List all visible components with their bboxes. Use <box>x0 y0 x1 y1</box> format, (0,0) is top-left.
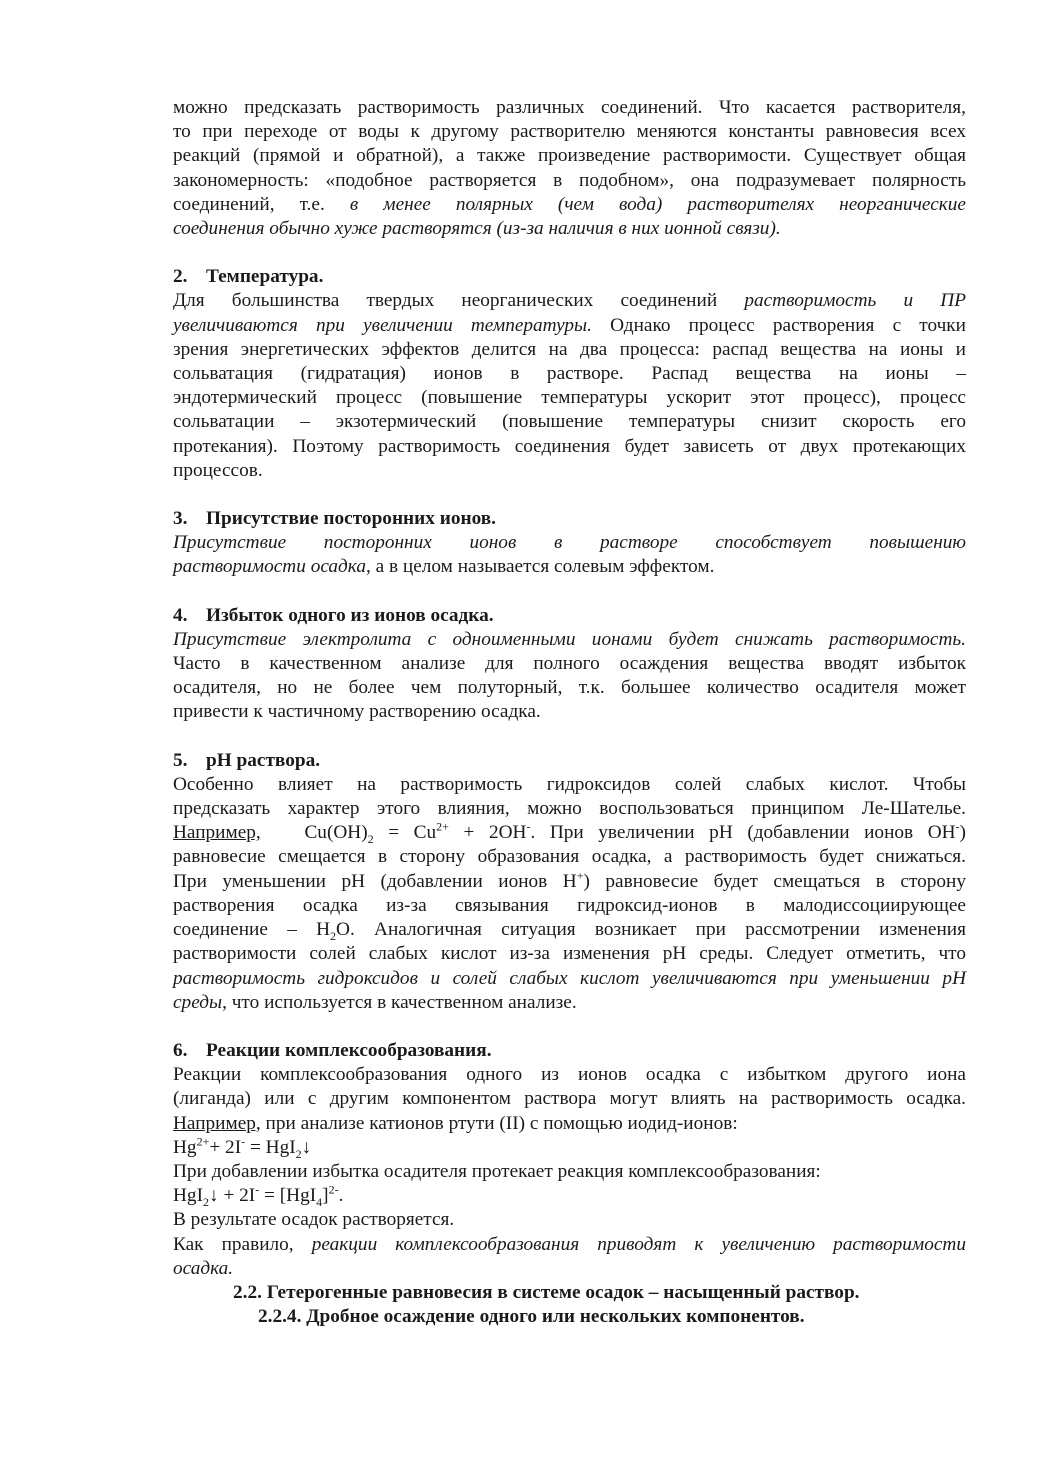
section-title: Температура. <box>206 266 324 288</box>
text-span: , а в целом называется солевым эффектом. <box>365 556 715 578</box>
section-title: Избыток одного из ионов осадка. <box>206 604 494 626</box>
italic-span: реакции комплексообразования приводят к увеличению растворимости <box>311 1233 966 1255</box>
italic-span: растворимость и ПР <box>744 290 966 312</box>
section-title: Присутствие посторонних ионов. <box>206 508 496 530</box>
text-line <box>173 1233 966 1257</box>
text-line: протекания). Поэтому растворимость соединения будет зависеть от двух протекающих <box>173 435 966 457</box>
text-line: зрения энергетических эффектов делится на два процесса: распад вещества на ионы и <box>173 338 966 360</box>
italic-span: растворимость гидроксидов и солей слабых кислот увеличиваются при уменьшении рН <box>173 967 966 989</box>
italic-span: увеличиваются при увеличении температуры. <box>173 314 592 336</box>
text-line: сольватации – экзотермический (повышение температуры снизит скорость его <box>173 411 966 433</box>
section-number: 2. <box>173 266 188 288</box>
section-number: 6. <box>173 1039 188 1061</box>
text-line <box>173 991 966 1015</box>
italic-span: в менее полярных (чем вода) растворителях неорганические <box>349 193 966 215</box>
text-line: Например, $Cu(OH)_2 = Cu^{2+} + 2OH^-$. При увеличении рН (добавлении ионов OH-) <box>173 819 966 847</box>
text-line: сольватация (гидратация) ионов в растворе. Распад вещества на ионы – <box>173 363 966 385</box>
document-page <box>173 96 966 1329</box>
subchapter-heading: 2.2.4. Дробное осаждение одного или нескольких компонентов. <box>258 1306 805 1328</box>
text-line: При добавлении избытка осадителя протекает реакция комплексообразования: <box>173 1160 821 1182</box>
text-line: предсказать характер этого влияния, можно воспользоваться принципом Ле-Шателье. <box>173 798 966 820</box>
section-number: 4. <box>173 604 188 626</box>
text-line: равновесие смещается в сторону образования осадка, а растворимость будет снижаться. <box>173 846 966 868</box>
text-line: процессов. <box>173 459 263 481</box>
text-span: , что используется в качественном анализе. <box>222 991 577 1013</box>
text-line: осадителя, но не более чем полуторный, т.к. большее количество осадителя может <box>173 677 966 699</box>
text-line: В результате осадок растворяется. <box>173 1209 455 1231</box>
section-title: рН раствора. <box>206 749 321 771</box>
section-heading <box>173 1039 966 1063</box>
section-heading <box>173 604 966 628</box>
text-line: Реакции комплексообразования одного из ионов осадка с избытком другого иона <box>173 1064 966 1086</box>
text-line <box>173 628 966 652</box>
text-span: Для большинства твердых неорганических соединений <box>173 290 745 312</box>
section-foreign-ions <box>173 507 966 580</box>
italic-span: осадка. <box>173 1257 234 1279</box>
section-heading <box>173 507 966 531</box>
section-title: Реакции комплексообразования. <box>206 1039 492 1061</box>
text-line: то при переходе от воды к другому растворителю меняются константы равновесия всех <box>173 121 966 143</box>
text-span: Как правило, <box>173 1233 312 1255</box>
formula: $Cu(OH)_2 = Cu^{2+} + 2OH^-$ <box>304 819 531 847</box>
text-line: растворения осадка из-за связывания гидроксид-ионов в малодиссоциирующее <box>173 894 966 916</box>
section-heading <box>173 265 966 289</box>
text-line: эндотермический процесс (повышение температуры ускорит этот процесс), процесс <box>173 387 966 409</box>
section-number: 5. <box>173 749 188 771</box>
reaction-line: HgI$_2$↓ + $2I^- = [HgI_4]^{2-}$. <box>173 1182 344 1209</box>
text-line: реакций (прямой и обратной), а также произведение растворимости. Существует общая <box>173 145 966 167</box>
text-line: привести к частичному растворению осадка. <box>173 701 541 723</box>
text-span: Однако процесс растворения с точки <box>591 314 966 336</box>
text-line: закономерность: «подобное растворяется в подобном», она подразумевает полярность <box>173 169 966 191</box>
italic-span: среды <box>173 991 223 1013</box>
example-label: Например, <box>173 1112 261 1134</box>
italic-span: Присутствие электролита с одноименными ионами будет снижать растворимость. <box>173 628 966 650</box>
section-excess-ion <box>173 604 966 725</box>
text-line: (лиганда) или с другим компонентом раствора могут влиять на растворимость осадка. <box>173 1088 966 1110</box>
text-span: . При увеличении рН (добавлении ионов OH <box>530 822 956 844</box>
section-number: 3. <box>173 508 188 530</box>
example-label: Например, <box>173 822 261 844</box>
section-temperature <box>173 265 966 483</box>
italic-span: растворимости осадка <box>173 556 366 578</box>
reaction-line: $Hg^{2+}+ 2I^-$ = HgI$_2$↓ <box>173 1134 312 1161</box>
text-line: Особенно влияет на растворимость гидроксидов солей слабых кислот. Чтобы <box>173 773 966 795</box>
text-line <box>173 1257 966 1281</box>
italic-span: соединения обычно хуже растворятся (из-за наличия в них ионной связи). <box>173 218 781 240</box>
section-ph <box>173 749 966 1015</box>
text-line <box>173 193 966 217</box>
text-line <box>173 289 966 313</box>
text-line <box>173 1112 966 1136</box>
text-line: При уменьшении рН (добавлении ионов H+) равновесие будет смещаться в сторону <box>173 868 966 892</box>
text-span: соединений, т.е. <box>173 193 350 215</box>
text-line: соединение – $H_2O$. Аналогичная ситуация возникает при рассмотрении изменения <box>173 919 966 943</box>
section-heading <box>173 749 966 773</box>
text-line <box>173 314 966 338</box>
text-line <box>173 555 966 579</box>
section-complexation <box>173 1039 966 1281</box>
intro-paragraph <box>173 96 966 241</box>
chapter-heading: 2.2. Гетерогенные равновесия в системе осадок – насыщенный раствор. <box>233 1281 860 1303</box>
text-line: растворимости солей слабых кислот из-за изменения рН среды. Следует отметить, что <box>173 943 966 965</box>
text-line <box>173 531 966 555</box>
text-line <box>173 967 966 991</box>
text-span: при анализе катионов ртути (II) с помощью иодид-ионов: <box>260 1112 738 1134</box>
text-line: можно предсказать растворимость различных соединений. Что касается растворителя, <box>173 97 966 118</box>
text-line <box>173 217 966 241</box>
text-line: Часто в качественном анализе для полного осаждения вещества вводят избыток <box>173 653 966 675</box>
italic-span: Присутствие посторонних ионов в растворе способствует повышению <box>173 532 966 554</box>
